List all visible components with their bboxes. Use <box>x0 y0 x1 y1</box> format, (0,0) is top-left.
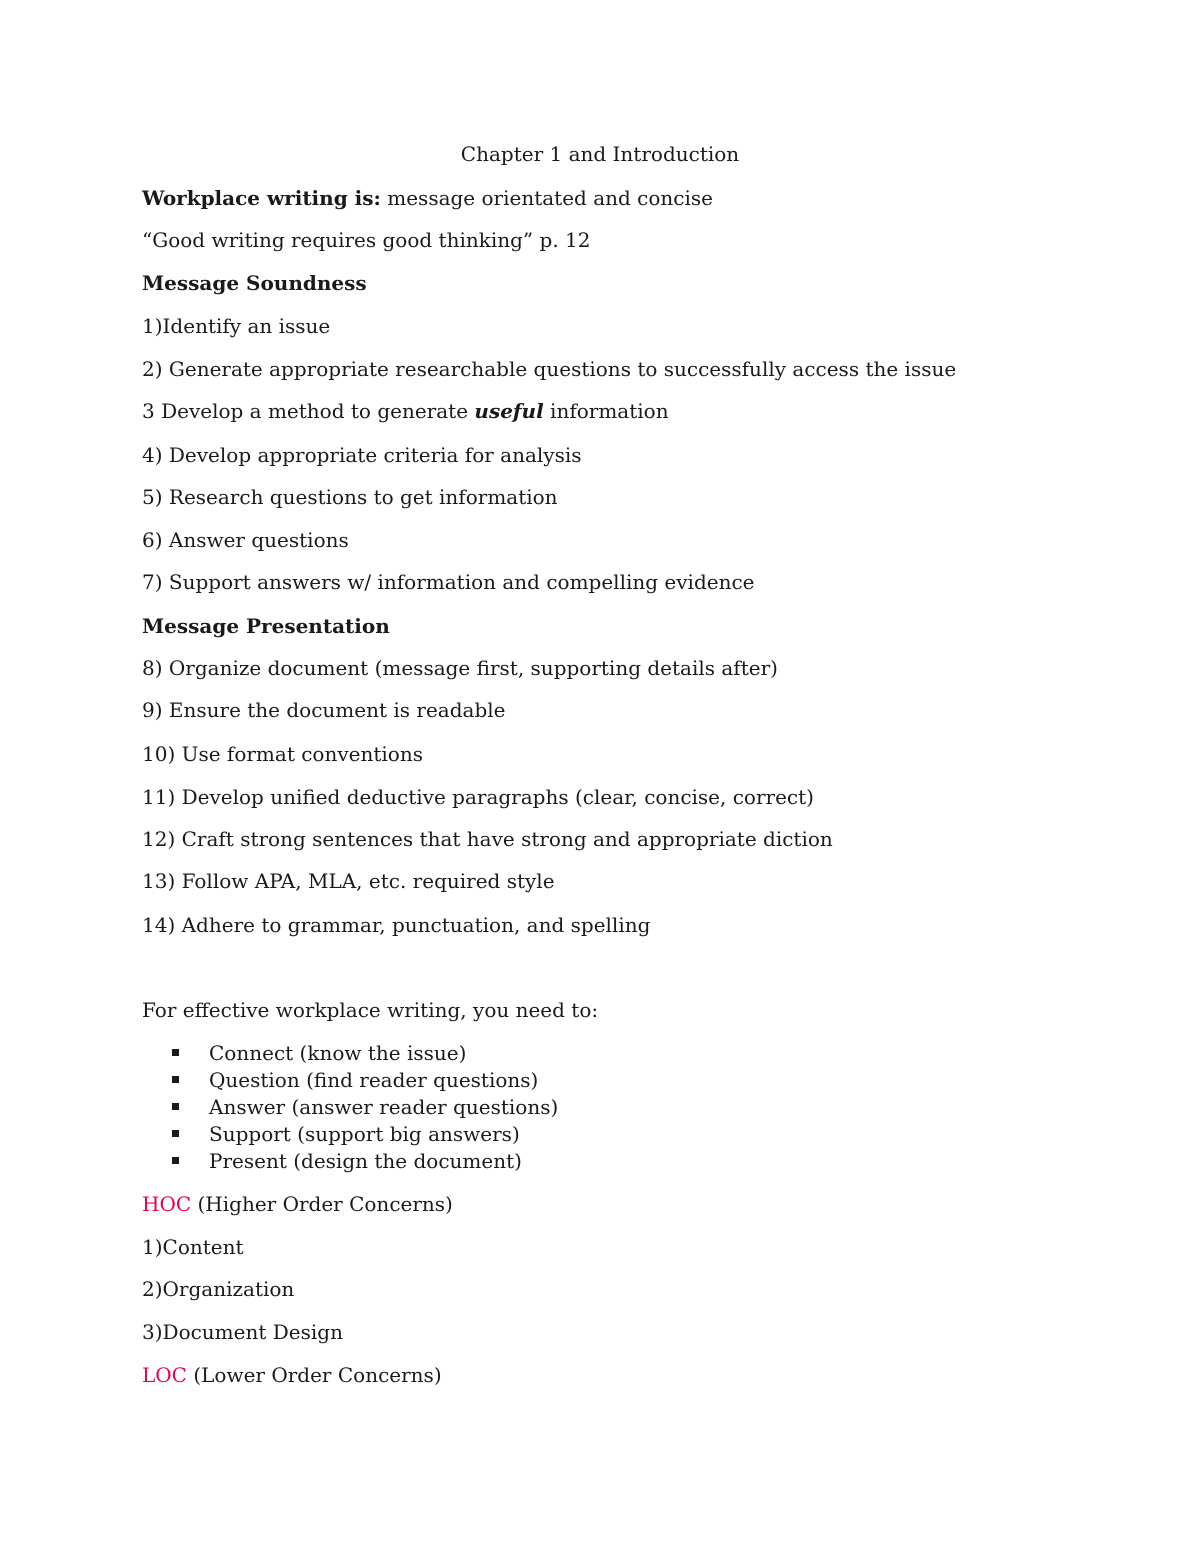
list-item-text: Question (find reader questions) <box>209 1068 539 1092</box>
soundness-item: 2) Generate appropriate researchable questions to successfully access the issue <box>142 357 957 381</box>
presentation-heading: Message Presentation <box>142 614 390 638</box>
loc-label: LOC <box>142 1363 187 1387</box>
presentation-item: 10) Use format conventions <box>142 742 423 766</box>
hoc-item: 3)Document Design <box>142 1320 343 1344</box>
bullet-square-icon <box>172 1049 179 1056</box>
presentation-item: 12) Craft strong sentences that have strong and appropriate diction <box>142 827 833 851</box>
soundness-item-text: information <box>543 399 669 423</box>
soundness-item: 4) Develop appropriate criteria for analysis <box>142 443 582 467</box>
soundness-item: 1)Identify an issue <box>142 314 331 338</box>
loc-text: (Lower Order Concerns) <box>186 1363 442 1387</box>
effective-intro: For effective workplace writing, you need to: <box>142 998 599 1022</box>
soundness-item: 5) Research questions to get information <box>142 485 558 509</box>
list-item-text: Present (design the document) <box>209 1149 522 1173</box>
presentation-item: 14) Adhere to grammar, punctuation, and spelling <box>142 913 651 937</box>
emphasis-useful: useful <box>474 399 544 423</box>
list-item <box>172 1095 558 1119</box>
list-item <box>172 1068 538 1092</box>
page-title: Chapter 1 and Introduction <box>460 142 740 166</box>
loc-heading <box>142 1363 442 1387</box>
hoc-label: HOC <box>142 1192 192 1216</box>
bullet-square-icon <box>172 1157 179 1164</box>
list-item <box>172 1122 520 1146</box>
list-item-text: Answer (answer reader questions) <box>209 1095 559 1119</box>
quote-line: “Good writing requires good thinking” p. 12 <box>142 228 591 252</box>
list-item-text: Connect (know the issue) <box>209 1041 467 1065</box>
presentation-item: 11) Develop unified deductive paragraphs (clear, concise, correct) <box>142 785 814 809</box>
list-item <box>172 1041 466 1065</box>
hoc-text: (Higher Order Concerns) <box>191 1192 453 1216</box>
hoc-item: 1)Content <box>142 1235 244 1259</box>
soundness-item: 7) Support answers w/ information and compelling evidence <box>142 570 755 594</box>
hoc-heading <box>142 1192 453 1216</box>
definition-label: Workplace writing is: <box>142 186 381 210</box>
soundness-item: 6) Answer questions <box>142 528 349 552</box>
presentation-item: 8) Organize document (message first, supporting details after) <box>142 656 778 680</box>
soundness-item-text: 3 Develop a method to generate <box>142 399 475 423</box>
list-item-text: Support (support big answers) <box>209 1122 520 1146</box>
bullet-square-icon <box>172 1130 179 1137</box>
presentation-item: 13) Follow APA, MLA, etc. required style <box>142 869 555 893</box>
definition-line <box>142 186 713 210</box>
soundness-item <box>142 399 669 423</box>
bullet-square-icon <box>172 1076 179 1083</box>
hoc-item: 2)Organization <box>142 1277 295 1301</box>
presentation-item: 9) Ensure the document is readable <box>142 698 506 722</box>
definition-text: message orientated and concise <box>380 186 713 210</box>
bullet-square-icon <box>172 1103 179 1110</box>
soundness-heading: Message Soundness <box>142 271 367 295</box>
list-item <box>172 1149 522 1173</box>
